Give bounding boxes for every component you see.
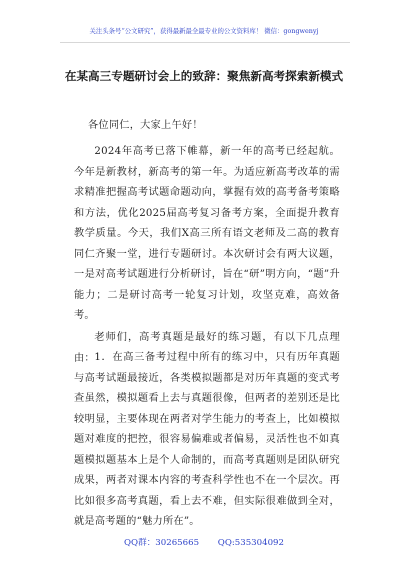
footer (0, 536, 408, 548)
footer-qq-group: QQ群：30265665 (124, 538, 200, 548)
header-notice: 关注头条号“公文研究”，获得最新最全最专业的公文资料库！ 微信：gongwenyj (89, 27, 319, 35)
header-divider (60, 42, 350, 43)
greeting: 各位同仁，大家上午好！ (88, 120, 203, 131)
paragraph-2: 老师们，高考真题是最好的练习题，有以下几点理由： (74, 332, 340, 364)
paragraph-1: 2024年高考已落下帷幕，新一年的高考已经起航。今年是新教材，新高考的第一年。为适应新高考改革的需求精准把握高考试题命题动向，掌握有效的高考备考策略和方法，优化2025届高考复习备考方案，全面提升教育教学质量。今天，我们X高三所有语文老师及二高的教育同仁齐聚一堂，进行专题研讨。本次研讨会有两大议题，一是对高考试题进行分析研讨，旨在“研”明方向，“题”升能力；二是研讨高考一轮复习计划，攻坚克难，高效备考。 (74, 146, 340, 321)
footer-qq-contact: QQ:535304092 (217, 538, 284, 548)
paragraph-3: 1．在高三备考过程中所有的练习中，只有历年真题与高考试题最接近，各类模拟题都是对历年真题的变式考查虽然，模拟题看上去与真题很像，但两者的差别还是比较明显，主要体现在两者对学生能力的考查上，比如模拟题对难度的把控，很容易偏难或者偏易，灵活性也不如真题模拟题基本上是个人命制的，而高考真题则是团队研究成果，两者对课本内容的考查科学性也不在一个层次。再比如很多高考真题，看上去不难，但实际很难做到全对，就是高考题的“魅力所在”。 (74, 352, 340, 527)
document-title: 在某高三专题研讨会上的致辞：聚焦新高考探索新模式 (64, 69, 344, 83)
